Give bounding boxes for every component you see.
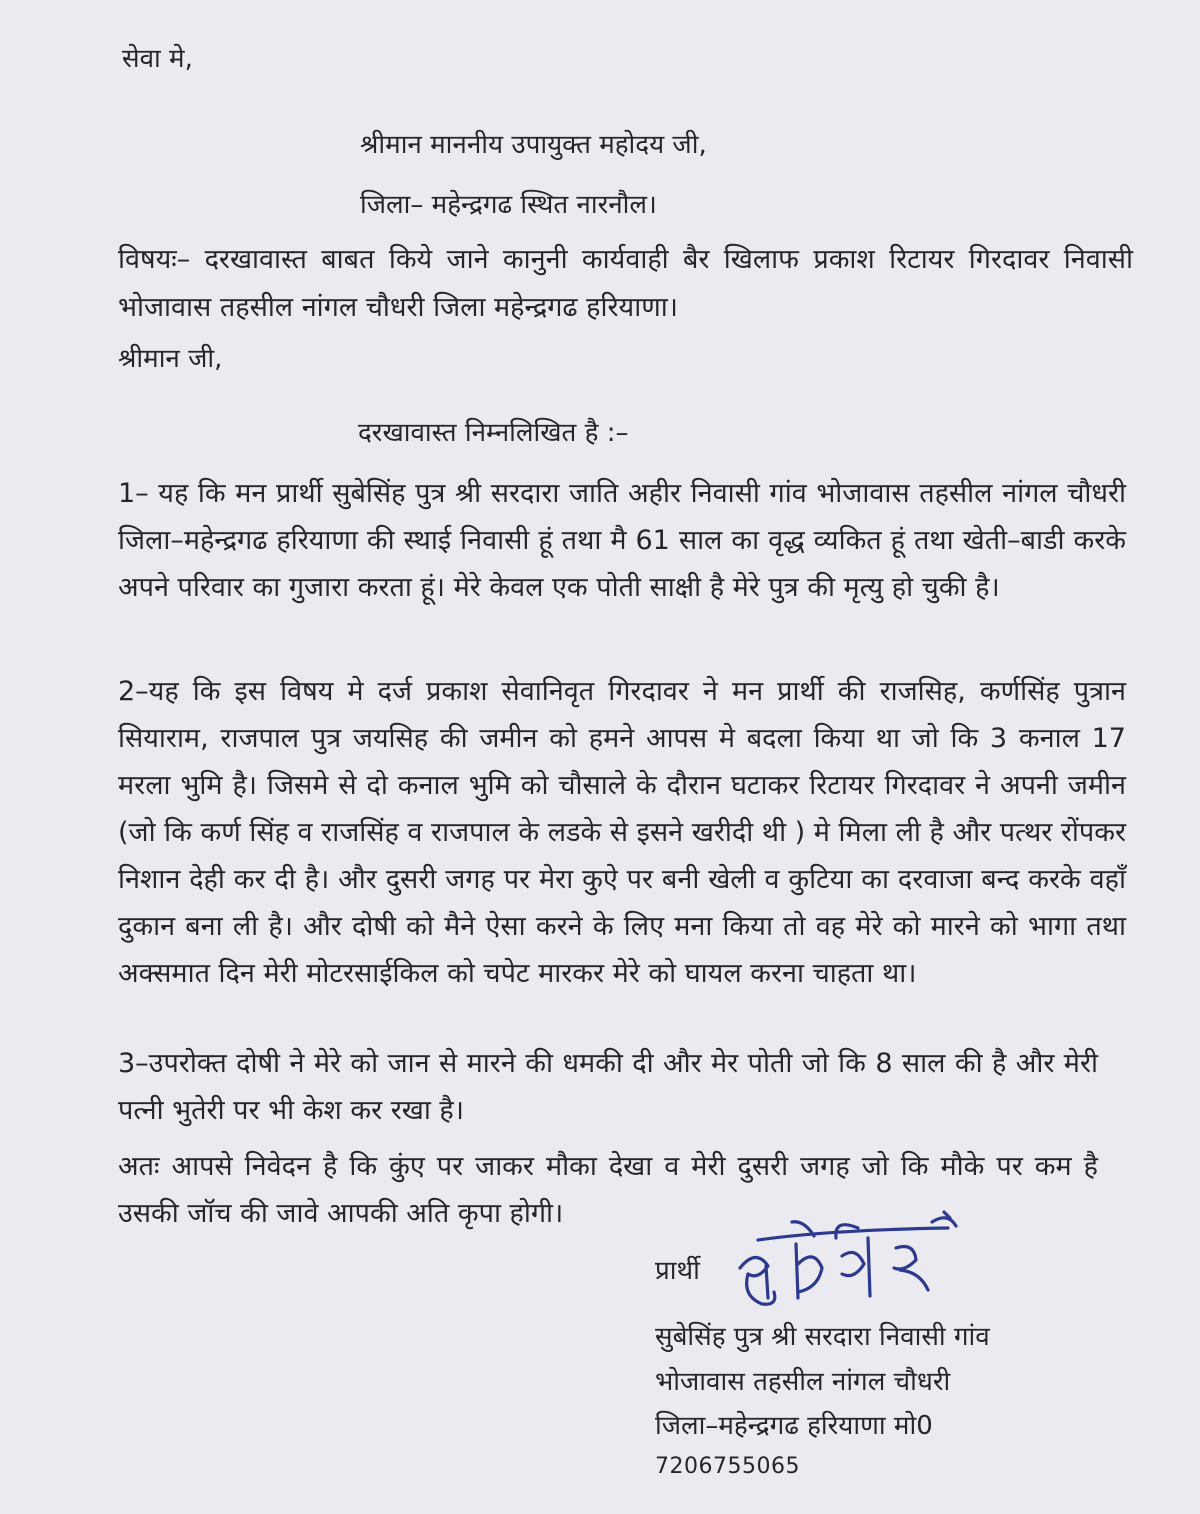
subject: विषयः– दरखावास्त बाबत किये जाने कानुनी कार्यवाही बैर खिलाफ प्रकाश रिटायर गिरदावर निवासी भोजावास तहसील नांगल चौधरी जिला महेन्द्रगढ हरियाणा। (118, 244, 1133, 323)
mobile-number: 7206755065 (655, 1454, 800, 1479)
applicant-label: प्रार्थी (655, 1256, 700, 1286)
greeting: श्रीमान जी, (118, 344, 223, 374)
paragraph-2: 2–यह कि इस विषय मे दर्ज प्रकाश सेवानिवृत गिरदावर ने मन प्रार्थी की राजसिह, कर्णसिंह पुत्रान सियाराम, राजपाल पुत्र जयसिह की जमीन को हमने आपस मे बदला किया था जो कि 3 कनाल 17 मरला भुमि है। जिसमे से दो कनाल भुमि को चौसाले के दौरान घटाकर रिटायर गिरदावर ने अपनी जमीन (जो कि कर्ण सिंह व राजसिंह व राजपाल के लडके से इसने खरीदी थी ) मे मिला ली है और पत्थर रोंपकर निशान देही कर दी है। और दुसरी जगह पर मेरा कुऐ पर बनी खेली व कुटिया का दरवाजा बन्द करके वहाँ दुकान बना ली है। और दोषी को मैने ऐसा करने के लिए मना किया तो वह मेरे को मारने को भागा तथा अक्समात दिन मेरी मोटरसाईकिल को चपेट मारकर मेरे को घायल करना चाहता था। (118, 676, 1126, 989)
address-line-1: सुबेसिंह पुत्र श्री सरदारा निवासी गांव (655, 1322, 990, 1352)
address-line-2: भोजावास तहसील नांगल चौधरी (655, 1367, 951, 1397)
signature (718, 1208, 968, 1318)
address-line-3: जिला–महेन्द्रगढ हरियाणा मो0 (655, 1411, 933, 1441)
recipient-line-2: जिला– महेन्द्रगढ स्थित नारनौल। (360, 190, 657, 220)
paragraph-3: 3–उपरोक्त दोषी ने मेरे को जान से मारने की धमकी दी और मेर पोती जो कि 8 साल की है और मेरी पत्नी भुतेरी पर भी केश कर रखा है। (118, 1048, 1098, 1126)
paragraph-4: अतः आपसे निवेदन है कि कुंए पर जाकर मौका देखा व मेरी दुसरी जगह जो कि मौके पर कम है उसकी जॉच की जावे आपकी अति कृपा होगी। (118, 1151, 1098, 1229)
heading: दरखावास्त निम्नलिखित है :– (358, 418, 629, 448)
salutation-to: सेवा मे, (122, 44, 193, 74)
recipient-line-1: श्रीमान माननीय उपायुक्त महोदय जी, (360, 130, 707, 160)
paragraph-1: 1– यह कि मन प्रार्थी सुबेसिंह पुत्र श्री सरदारा जाति अहीर निवासी गांव भोजावास तहसील नांगल चौधरी जिला–महेन्द्रगढ हरियाणा की स्थाई निवासी हूं तथा मै 61 साल का वृद्ध व्यकित हूं तथा खेती–बाडी करके अपने परिवार का गुजारा करता हूं। मेरे केवल एक पोती साक्षी है मेरे पुत्र की मृत्यु हो चुकी है। (118, 478, 1126, 603)
